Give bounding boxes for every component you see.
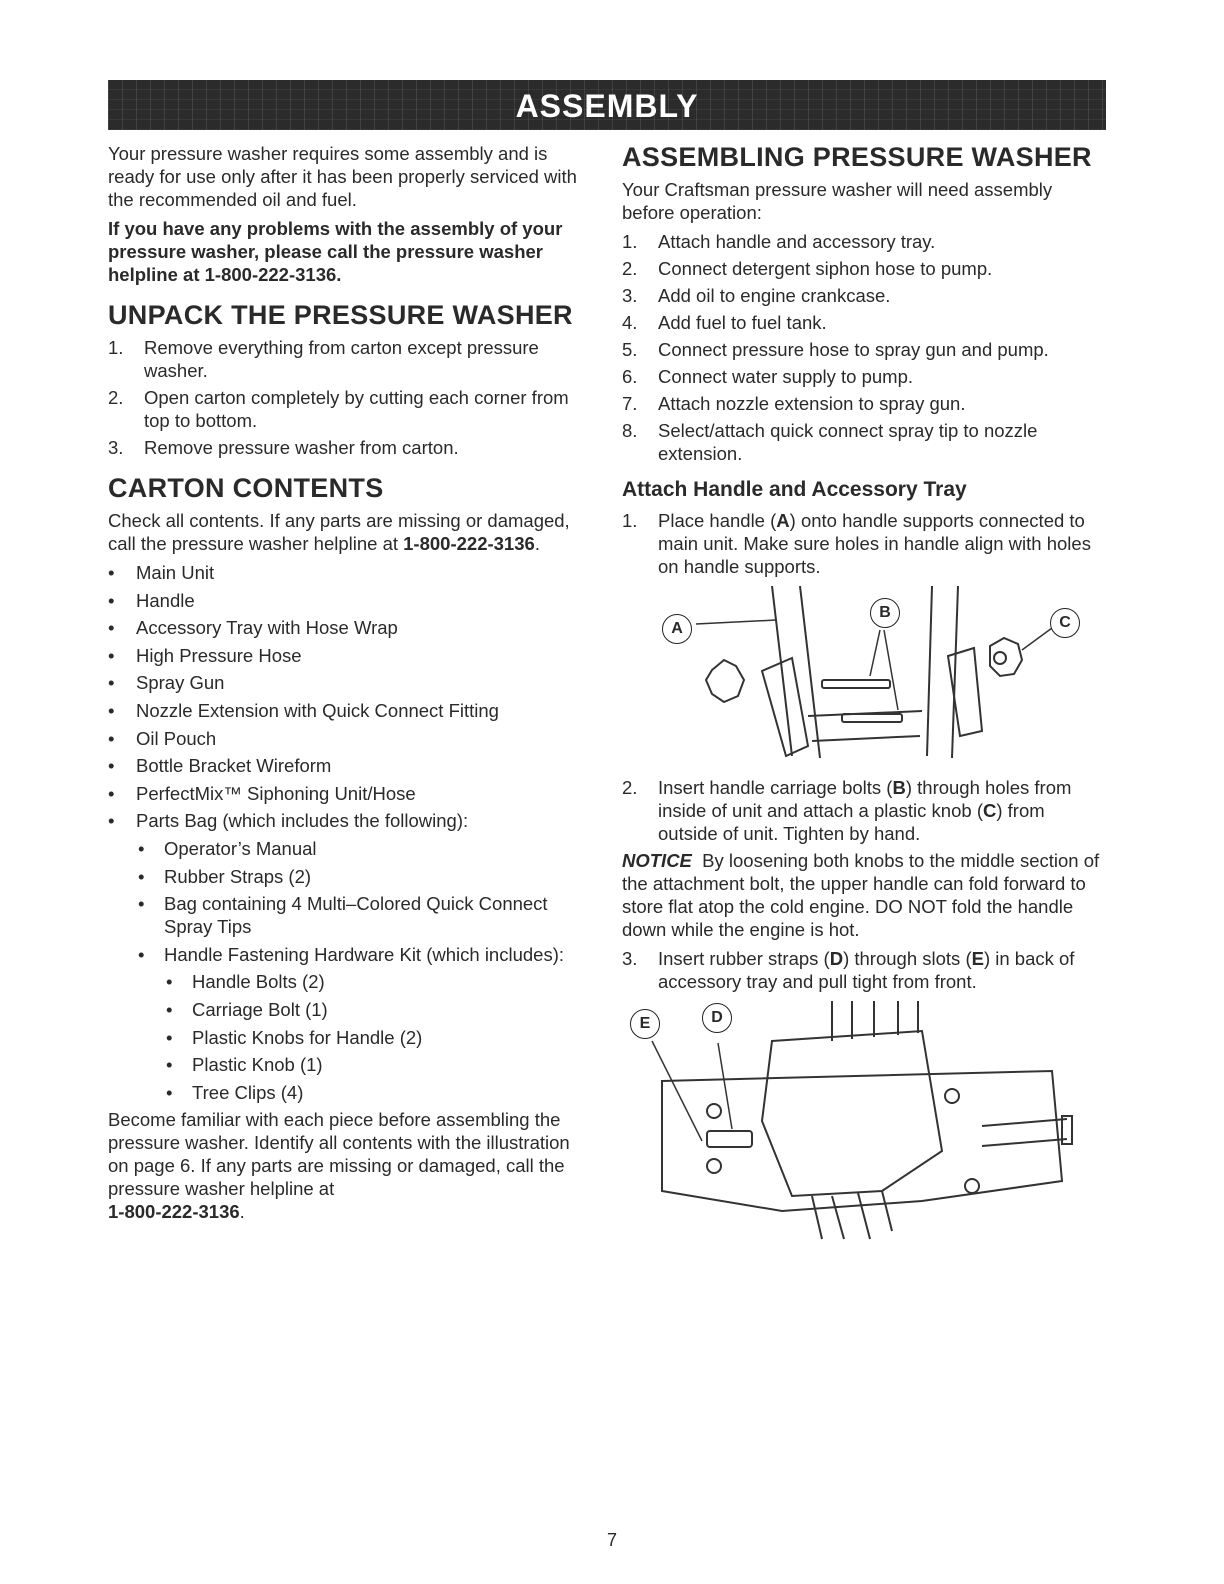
list-item: 3. Add oil to engine crankcase.	[622, 285, 891, 306]
page-number: 7	[606, 1530, 617, 1550]
unpack-heading: UNPACK THE PRESSURE WASHER	[108, 300, 573, 330]
callout-a: A	[662, 614, 692, 644]
list-item: • Operator’s Manual	[108, 837, 593, 860]
notice-label: NOTICE	[622, 850, 692, 871]
attach-step-1	[622, 509, 1106, 578]
list-item: • Accessory Tray with Hose Wrap	[108, 616, 593, 639]
left-column	[108, 142, 593, 1229]
list-item: 5. Connect pressure hose to spray gun and pump.	[622, 339, 1049, 360]
assembly-banner	[108, 80, 1106, 130]
list-item: • Handle Bolts (2)	[108, 970, 593, 993]
list-item: • Bottle Bracket Wireform	[108, 754, 593, 777]
list-item: 2. Insert handle carriage bolts (B) through holes from inside of unit and attach a plastic knob (C) from outside of unit. Tighten by hand.	[622, 777, 1072, 844]
handle-attachment-illustration	[622, 586, 1106, 766]
list-item: • Carriage Bolt (1)	[108, 998, 593, 1021]
list-item: 4. Add fuel to fuel tank.	[622, 312, 827, 333]
list-item: 8. Select/attach quick connect spray tip to nozzle extension.	[622, 420, 1038, 464]
list-item: 1. Attach handle and accessory tray.	[622, 231, 936, 252]
list-item: • Oil Pouch	[108, 727, 593, 750]
unpack-steps	[108, 336, 593, 459]
list-item: • Spray Gun	[108, 671, 593, 694]
list-item: 6. Connect water supply to pump.	[622, 366, 914, 387]
attach-step-2	[622, 776, 1106, 845]
list-item: • Handle	[108, 589, 593, 612]
helpline-note: If you have any problems with the assembly of your pressure washer, please call the pressure washer helpline at 1-800-222-3136.	[108, 218, 563, 285]
list-item: 1. Remove everything from carton except pressure washer.	[108, 337, 539, 381]
tray-illustration-drawing	[622, 1001, 1106, 1241]
handle-illustration-drawing	[622, 586, 1106, 766]
attach-step-3	[622, 947, 1106, 993]
callout-e: E	[630, 1009, 660, 1039]
list-item: 7. Attach nozzle extension to spray gun.	[622, 393, 966, 414]
helpline-phone: 1-800-222-3136	[108, 1201, 240, 1223]
contents-list	[108, 561, 593, 832]
assembling-heading: ASSEMBLING PRESSURE WASHER	[622, 142, 1092, 172]
list-item: • Tree Clips (4)	[108, 1081, 593, 1104]
assembling-intro: Your Craftsman pressure washer will need assembly before operation:	[622, 179, 1053, 223]
list-item: • Plastic Knob (1)	[108, 1053, 593, 1076]
list-item: • Main Unit	[108, 561, 593, 584]
list-item: • Rubber Straps (2)	[108, 865, 593, 888]
attach-handle-heading: Attach Handle and Accessory Tray	[622, 478, 967, 501]
carton-contents-heading: CARTON CONTENTS	[108, 473, 384, 503]
list-item: 2. Open carton completely by cutting each corner from top to bottom.	[108, 387, 569, 431]
list-item: 3. Remove pressure washer from carton.	[108, 437, 459, 458]
right-column	[622, 142, 1106, 1251]
parts-bag-list	[108, 837, 593, 966]
list-item: 3. Insert rubber straps (D) through slots (E) in back of accessory tray and pull tight from front.	[622, 948, 1075, 992]
helpline-phone: 1-800-222-3136	[403, 533, 535, 554]
list-item: • Plastic Knobs for Handle (2)	[108, 1026, 593, 1049]
callout-d: D	[702, 1003, 732, 1033]
accessory-tray-illustration	[622, 1001, 1106, 1241]
list-item: • Handle Fastening Hardware Kit (which includes):	[108, 943, 593, 966]
notice-paragraph: NOTICE By loosening both knobs to the middle section of the attachment bolt, the upper handle can fold forward to store flat atop the cold engine. DO NOT fold the handle down while the engine is hot.	[622, 850, 1100, 940]
banner-title: ASSEMBLY	[515, 88, 699, 124]
list-item: • High Pressure Hose	[108, 644, 593, 667]
list-item: 2. Connect detergent siphon hose to pump.	[622, 258, 993, 279]
callout-b: B	[870, 598, 900, 628]
list-item: 1. Place handle (A) onto handle supports connected to main unit. Make sure holes in handle align with holes on handle supports.	[622, 510, 1091, 577]
hardware-kit-list	[108, 970, 593, 1103]
intro-paragraph: Your pressure washer requires some assembly and is ready for use only after it has been properly serviced with the recommended oil and fuel.	[108, 143, 577, 210]
callout-c: C	[1050, 608, 1080, 638]
assembling-steps	[622, 230, 1106, 465]
contents-outro: Become familiar with each piece before assembling the pressure washer. Identify all contents with the illustration on page 6. If any parts are missing or damaged, call the pressure washer helpline at 1-800-222-3136.	[108, 1109, 570, 1223]
list-item: • PerfectMix™ Siphoning Unit/Hose	[108, 782, 593, 805]
contents-intro: Check all contents. If any parts are missing or damaged, call the pressure washer helpline at 1-800-222-3136.	[108, 510, 570, 554]
list-item: • Parts Bag (which includes the following):	[108, 809, 593, 832]
list-item: • Bag containing 4 Multi–Colored Quick Connect Spray Tips	[108, 892, 593, 938]
list-item: • Nozzle Extension with Quick Connect Fitting	[108, 699, 593, 722]
